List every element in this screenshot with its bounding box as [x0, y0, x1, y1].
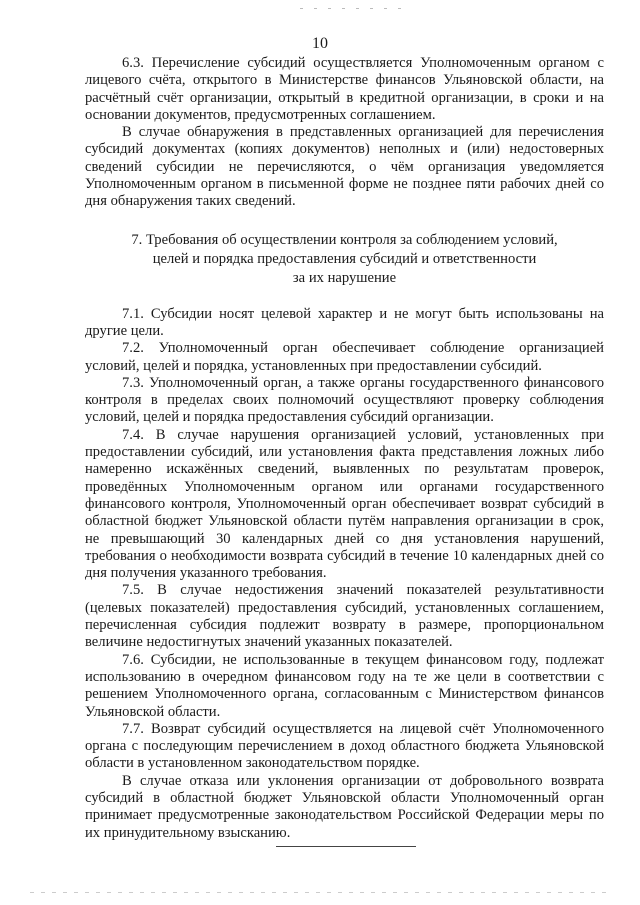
- document-body: [85, 55, 604, 842]
- scan-artifact-bottom: [30, 892, 610, 893]
- paragraph-7-5: 7.5. В случае недостижения значений показателей результативности (целевых показателей) предоставления субсидий, установленных соглашением, перечисленная субсидия подлежит возврату в размере, пропорциональном величине недостигнутых значений указанных показателей.: [85, 582, 604, 651]
- paragraph-7-6: 7.6. Субсидии, не использованные в текущем финансовом году, подлежат использованию в очередном финансовом году на те же цели в соответствии с решением Уполномоченного органа, согласованным с Министерством финансов Ульяновской области.: [85, 651, 604, 720]
- section-7-heading-line: целей и порядка предоставления субсидий и ответственности: [152, 250, 537, 267]
- paragraph-7-3: 7.3. Уполномоченный орган, а также органы государственного финансового контроля в пределах своих полномочий осуществляют проверку соблюдения условий, целей и порядка предоставления субсидий организации.: [85, 374, 604, 426]
- paragraph-6-3: 6.3. Перечисление субсидий осуществляется Уполномоченным органом с лицевого счёта, открытого в Министерстве финансов Ульяновской области, на расчётный счёт организации, открытый в кредитной организации, в сроки и на основании документов, предусмотренных соглашением.: [85, 55, 604, 123]
- paragraph-7-2: 7.2. Уполномоченный орган обеспечивает соблюдение организацией условий, целей и порядка, установленных при предоставлении субсидий.: [85, 340, 604, 374]
- scan-artifact-top: [300, 8, 410, 9]
- section-7-heading-line: 7. Требования об осуществлении контроля за соблюдением условий,: [131, 231, 558, 248]
- paragraph-7-1: 7.1. Субсидии носят целевой характер и не могут быть использованы на другие цели.: [85, 305, 604, 339]
- end-of-document-rule: [276, 846, 416, 847]
- paragraph-6-3-continued: В случае обнаружения в представленных организацией для перечисления субсидий документах (копиях документов) неполных и (или) недостоверных сведений субсидии не перечисляются, о чём организация уведомляется Уполномоченным органом в письменной форме не позднее пяти рабочих дней со дня обнаружения таких сведений.: [85, 124, 604, 210]
- page-number: 10: [312, 35, 328, 52]
- paragraph-7-4: 7.4. В случае нарушения организацией условий, установленных при предоставлении субсидий, или установления факта представления ложных либо намеренно искажённых сведений, выявленных по результатам проверок, проведённых Уполномоченным органом или органами государственного финансового контроля, Уполномоченный орган обеспечивает возврат субсидий в областной бюджет Ульяновской области путём направления организации в срок, не превышающий 30 календарных дней со дня установления нарушений, требования о необходимости возврата субсидий в течение 10 календарных дней со дня получения указанного требования.: [85, 426, 604, 582]
- section-7-heading: [85, 231, 604, 288]
- paragraph-7-7: 7.7. Возврат субсидий осуществляется на лицевой счёт Уполномоченного органа с последующим перечислением в доход областного бюджета Ульяновской области в установленном законодательством порядке.: [85, 720, 604, 772]
- section-7-heading-line: за их нарушение: [292, 269, 397, 286]
- paragraph-7-7-continued: В случае отказа или уклонения организации от добровольного возврата субсидий в областной бюджет Ульяновской области Уполномоченный орган принимает предусмотренные законодательством Российской Федерации меры по их принудительному взысканию.: [85, 772, 604, 841]
